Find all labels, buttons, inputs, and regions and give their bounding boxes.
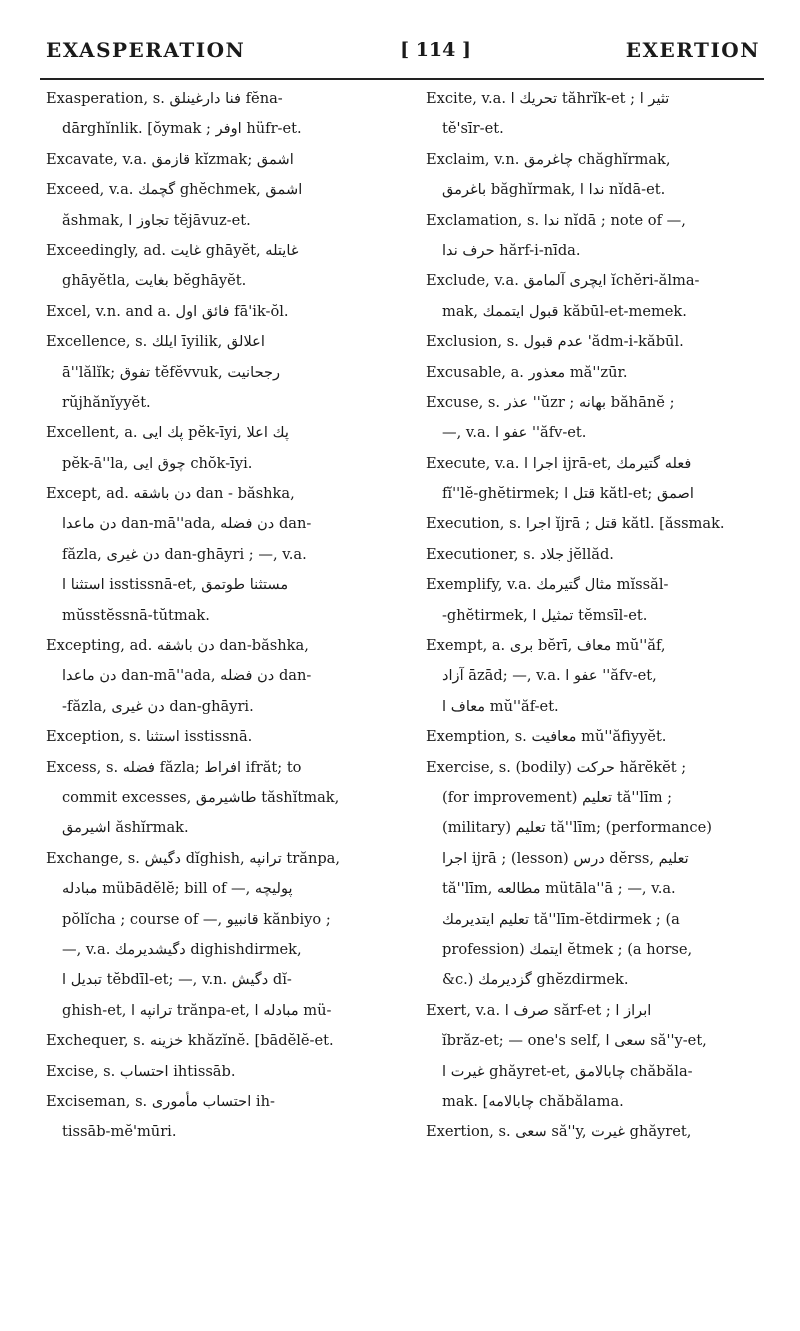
- page-number: [ 114 ]: [400, 39, 471, 61]
- dictionary-line: Exception, s. استثنا isstissnā.: [46, 728, 253, 746]
- dictionary-line: Exemplify, v.a. مثال گتیرمك mĭssăl-: [426, 576, 669, 594]
- dictionary-line: -ghĕtirmek, تمثیل ا tĕmsīl-et.: [442, 606, 648, 624]
- dictionary-line: Exclaim, v.n. چاغرمق chăghĭrmak,: [426, 150, 671, 168]
- dictionary-line: tĕ'sīr-et.: [442, 120, 504, 138]
- dictionary-line: pĕk-ā''la, چوق ایی chŏk-īyi.: [62, 454, 253, 472]
- dictionary-line: făzla, دن غیری dan-ghāyri ; —, v.a.: [62, 545, 307, 563]
- dictionary-line: مبادله mübādĕlĕ; bill of —, پولیچه: [62, 880, 293, 898]
- right-column: [426, 84, 756, 1148]
- dictionary-line: Exasperation, s. فنا دارغینلق fĕna-: [46, 90, 283, 107]
- dictionary-line: آزاد āzād; —, v.a. عفو ا ''ăfv-et,: [442, 667, 657, 685]
- dictionary-line: ā''lălĭk; تفوق tĕfĕvvuk, رجحانیت: [62, 363, 281, 381]
- dictionary-line: معاف ا mŭ''ăf-et.: [442, 697, 559, 715]
- dictionary-line: غیرت ا ghăyret-et, چابالامق chăbăla-: [442, 1062, 693, 1080]
- dictionary-line: Exceedingly, ad. غایت ghāyĕt, غایتله: [46, 241, 299, 259]
- header-left-word: EXASPERATION: [46, 38, 246, 62]
- dictionary-line: rŭjhănĭyyĕt.: [62, 393, 151, 411]
- dictionary-line: (for improvement) تعلیم tă''līm ;: [442, 788, 673, 806]
- dictionary-line: ăshmak, تجاوز ا tĕjāvuz-et.: [62, 211, 251, 229]
- dictionary-line: Excellence, s. ایلك īyilik, اعلالق: [46, 333, 265, 351]
- dictionary-line: Excusable, a. معذور mă''zūr.: [426, 363, 628, 381]
- dictionary-line: باغرمق băghĭrmak, ندا ا nĭdā-et.: [442, 181, 666, 199]
- header-rule: [40, 78, 764, 80]
- dictionary-line: Exchange, s. دگیش dĭghish, ترانپه trănpa,: [46, 849, 341, 867]
- dictionary-line: fĭ''lĕ-ghĕtirmek; قتل ا kătl-et; اصمق: [442, 485, 694, 503]
- dictionary-line: تبدیل ا tĕbdīl-et; —, v.n. دگیش dĭ-: [62, 971, 292, 989]
- dictionary-line: دن ماعدا dan-mā''ada, دن فضله dan-: [62, 515, 312, 533]
- dictionary-line: Except, ad. دن باشقه dan - băshka,: [46, 485, 295, 503]
- dictionary-line: dārghĭnlik. [ŏymak ; اوفر hüfr-et.: [62, 120, 302, 138]
- dictionary-line: Excuse, s. عذر ''ŭzr ; بهانه băhānĕ ;: [426, 393, 675, 411]
- dictionary-line: Exertion, s. سعی să''y, غیرت ghăyret,: [426, 1123, 692, 1141]
- dictionary-line: profession) ایتمك ĕtmek ; (a horse,: [442, 940, 693, 958]
- dictionary-line: pŏlĭcha ; course of —, قانبیو kănbiyo ;: [62, 910, 331, 928]
- dictionary-line: commit excesses, طاشیرمق tăshĭtmak,: [62, 788, 340, 806]
- dictionary-line: Exempt, a. بری bĕrī, معاف mŭ''ăf,: [426, 637, 666, 655]
- dictionary-line: Exciseman, s. احتساب مأموری ih-: [46, 1092, 275, 1110]
- dictionary-line: استثنا ا isstissnā-et, مستثنا طوتمق: [62, 576, 289, 594]
- dictionary-line: mak. [چابالامه chăbălama.: [442, 1092, 624, 1110]
- dictionary-line: Excel, v.n. and a. فائق اول fā'ik-ŏl.: [46, 302, 289, 320]
- dictionary-line: Exceed, v.a. گچمك ghĕchmek, اشمق: [46, 181, 303, 199]
- dictionary-line: Executioner, s. جلاد jĕllăd.: [426, 545, 614, 563]
- dictionary-line: —, v.a. عفو ا ''ăfv-et.: [442, 424, 587, 442]
- dictionary-line: tă''līm, مطالعه mütāla''ā ; —, v.a.: [442, 880, 676, 898]
- dictionary-line: —, v.a. دگیشدیرمك dighishdirmek,: [62, 940, 302, 958]
- dictionary-line: Execution, s. اجرا ĭjrā ; قتل kătl. [ăssmak.: [426, 515, 725, 533]
- dictionary-line: حرف ندا hărf-i-nīda.: [442, 241, 581, 259]
- dictionary-line: ĭbrăz-et; — one's self, سعی ا să''y-et,: [442, 1032, 707, 1050]
- dictionary-line: ghish-et, ترانپه ا trănpa-et, مبادله ا mü-: [62, 1001, 332, 1019]
- dictionary-line: اشیرمق ăshĭrmak.: [62, 819, 189, 837]
- dictionary-line: mŭsstĕssnā-tŭtmak.: [62, 606, 210, 624]
- dictionary-line: Excellent, a. پك ایی pĕk-īyi, پك اعلا: [46, 424, 289, 442]
- dictionary-line: -făzla, دن غیری dan-ghāyri.: [62, 697, 254, 715]
- dictionary-line: Exclusion, s. عدم قبول 'ădm-i-kăbūl.: [426, 333, 684, 351]
- dictionary-line: Exchequer, s. خزینه khăzĭnĕ. [bādĕlĕ-et.: [46, 1032, 334, 1050]
- dictionary-line: &c.) گزدیرمك ghĕzdirmek.: [442, 971, 629, 989]
- dictionary-line: اجرا ijrā ; (lesson) درس dĕrss, تعلیم: [442, 849, 689, 867]
- dictionary-line: Exclude, v.a. ایچری آلمامق ĭchĕri-ălma-: [426, 272, 700, 290]
- dictionary-line: ghāyĕtla, بغایت bĕghāyĕt.: [62, 272, 247, 290]
- running-header: [46, 30, 760, 70]
- dictionary-line: Exercise, s. (bodily) حركت hărĕkĕt ;: [426, 758, 687, 776]
- dictionary-line: mak, قبول ایتممك kăbūl-et-memek.: [442, 302, 687, 320]
- dictionary-line: Exert, v.a. صرف ا sărf-et ; ابراز ا: [426, 1001, 652, 1019]
- dictionary-line: Exclamation, s. ندا nĭdā ; note of —,: [426, 211, 686, 229]
- dictionary-line: Excepting, ad. دن باشقه dan-băshka,: [46, 637, 309, 655]
- dictionary-line: tissāb-mĕ'mūri.: [62, 1123, 177, 1141]
- dictionary-line: Excess, s. فضله făzla; افراط ifrăt; to: [46, 758, 302, 776]
- left-column: [46, 84, 376, 1148]
- dictionary-line: دن ماعدا dan-mā''ada, دن فضله dan-: [62, 667, 312, 685]
- dictionary-line: Excite, v.a. تحریك ا tăhrĭk-et ; تثیر ا: [426, 90, 670, 107]
- dictionary-line: تعلیم ایتدیرمك tă''līm-ĕtdirmek ; (a: [442, 910, 680, 928]
- dictionary-line: Excavate, v.a. قازمق kĭzmak; اشمق: [46, 150, 294, 168]
- dictionary-line: Exemption, s. معافیت mŭ''ăfiyyĕt.: [426, 728, 667, 746]
- header-right-word: EXERTION: [625, 38, 760, 62]
- dictionary-line: (military) تعلیم tă''līm; (performance): [442, 819, 712, 837]
- dictionary-line: Execute, v.a. اجرا ا ijrā-et, فعله گتیرمك: [426, 454, 692, 472]
- dictionary-line: Excise, s. احتساب ihtissāb.: [46, 1062, 236, 1080]
